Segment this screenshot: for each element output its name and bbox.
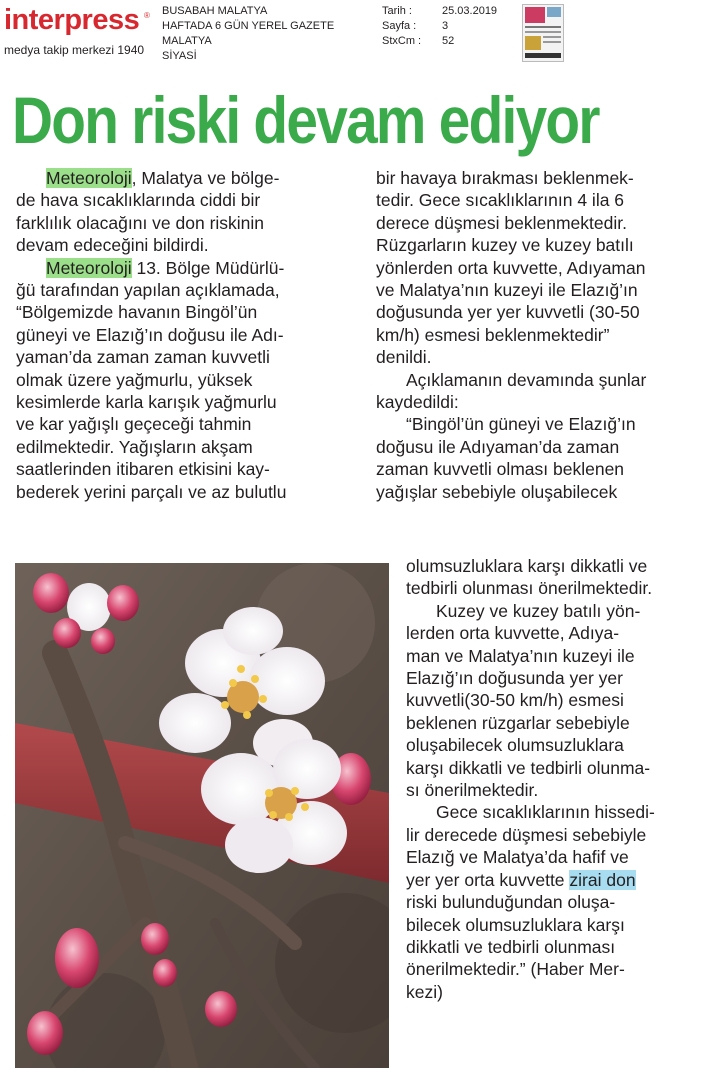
text-line: yaman’da zaman zaman kuvvetli [16, 347, 270, 368]
publication-category: SİYASİ [162, 50, 197, 62]
text-line: tedir. Gece sıcaklıklarının 4 ila 6 [376, 190, 625, 211]
headline: Don riski devam ediyor [12, 83, 599, 157]
text-line: “Bingöl’ün güneyi ve Elazığ’ın [406, 414, 636, 435]
logo-wordmark: interpress [4, 4, 140, 36]
keyword-highlight: zirai don [569, 869, 636, 890]
text-line: bederek yerini parçalı ve az bulutlu [16, 481, 287, 502]
stxcm-value: 52 [442, 35, 455, 47]
stxcm-label: StxCm : [382, 35, 422, 47]
text-line: saatlerinden itibaren etkisini kay- [16, 459, 270, 480]
text-line: farklılık olacağını ve don riskinin [16, 212, 265, 233]
text-line: Elazığ’ın doğusunda yer yer [406, 668, 623, 689]
text-line: edilmektedir. Yağışların akşam [16, 436, 253, 457]
registered-mark: ® [144, 11, 150, 20]
text-line: ve kar yağışlı geçeceği tahmin [16, 414, 252, 435]
text-line: ve Malatya’nın kuzeyi ile Elazığ’ın [376, 280, 638, 301]
text-line: yönlerden orta kuvvette, Adıyaman [376, 257, 646, 278]
text-line: Elazığ ve Malatya’da hafif ve [406, 847, 629, 868]
text-line: karşı dikkatli ve tedbirli olunma- [406, 757, 651, 778]
date-value: 25.03.2019 [442, 5, 498, 17]
text-line: Rüzgarların kuzey ve kuzey batılı [376, 235, 634, 256]
text-line: Açıklamanın devamında şunlar [406, 369, 647, 390]
text-line: olmak üzere yağmurlu, yüksek [16, 369, 253, 390]
text-line: kuvvetli(30-50 km/h) esmesi [406, 690, 624, 711]
text-line: oluşabilecek olumsuzluklara [406, 735, 624, 756]
article-column-1 [16, 167, 368, 503]
text-line: önerilmektedir.” (Haber Mer- [406, 959, 625, 980]
text-line: man ve Malatya’nın kuzeyi ile [406, 645, 635, 666]
clipping-header [0, 0, 719, 66]
text-line: doğusu ile Adıyaman’da zaman [376, 436, 620, 457]
text-line: bilecek olumsuzluklara karşı [406, 914, 625, 935]
text-line: “Bölgemizde havanın Bingöl’ün [16, 302, 258, 323]
text-line: olumsuzluklara karşı dikkatli ve [406, 556, 648, 576]
text-line: Meteoroloji, Malatya ve bölge- [46, 168, 280, 188]
publication-city: MALATYA [162, 35, 212, 47]
page-value: 3 [442, 20, 449, 32]
text-line: kezi) [406, 981, 443, 1002]
text-line: güneyi ve Elazığ’ın doğusu ile Adı- [16, 324, 284, 345]
text-line: lir derecede düşmesi sebebiyle [406, 824, 647, 845]
text-line: yağışlar sebebiyle oluşabilecek [376, 481, 618, 502]
text-line: de hava sıcaklıklarında ciddi bir [16, 190, 261, 211]
text-line: ğü tarafından yapılan açıklamada, [16, 280, 280, 301]
logo-tagline: medya takip merkezi 1940 [4, 43, 145, 57]
text-line: bir havaya bırakması beklenmek- [376, 168, 634, 188]
text-line: Meteoroloji 13. Bölge Müdürlü- [46, 257, 285, 278]
text-line: tedbirli olunması önerilmektedir. [406, 578, 653, 599]
text-line: denildi. [376, 347, 432, 368]
publication-name: BUSABAH MALATYA [162, 5, 268, 17]
text-line: yer yer orta kuvvette zirai don [406, 869, 636, 890]
text-line: kesimlerde karla karışık yağmurlu [16, 392, 277, 413]
text-line: lerden orta kuvvette, Adıya- [406, 623, 620, 644]
text-line: sı önerilmektedir. [406, 780, 539, 801]
text-line: doğusunda yer yer kuvvetli (30-50 [376, 302, 640, 323]
page-thumbnail[interactable] [522, 4, 564, 62]
blossom-photo [15, 563, 389, 1068]
text-line: kaydedildi: [376, 392, 459, 413]
text-line: km/h) esmesi beklenmektedir” [376, 324, 610, 345]
text-line: beklenen rüzgarlar sebebiyle [406, 712, 630, 733]
keyword-highlight: Meteoroloji [46, 257, 132, 278]
page-label: Sayfa : [382, 20, 417, 32]
text-line: Kuzey ve kuzey batılı yön- [436, 600, 641, 621]
keyword-highlight: Meteoroloji [46, 168, 132, 188]
date-label: Tarih : [382, 5, 412, 17]
text-line: zaman kuvvetli olması beklenen [376, 459, 625, 480]
text-line: dikkatli ve tedbirli olunması [406, 936, 616, 957]
article-column-3 [406, 555, 714, 1003]
publication-frequency: HAFTADA 6 GÜN YEREL GAZETE [162, 20, 335, 32]
text-line: derece düşmesi beklenmektedir. [376, 212, 627, 233]
text-line: Gece sıcaklıklarının hissedi- [436, 802, 655, 823]
text-line: riski bulunduğundan oluşa- [406, 892, 616, 913]
interpress-logo [4, 3, 152, 61]
article-column-2 [376, 167, 714, 503]
text-line: devam edeceğini bildirdi. [16, 235, 209, 256]
